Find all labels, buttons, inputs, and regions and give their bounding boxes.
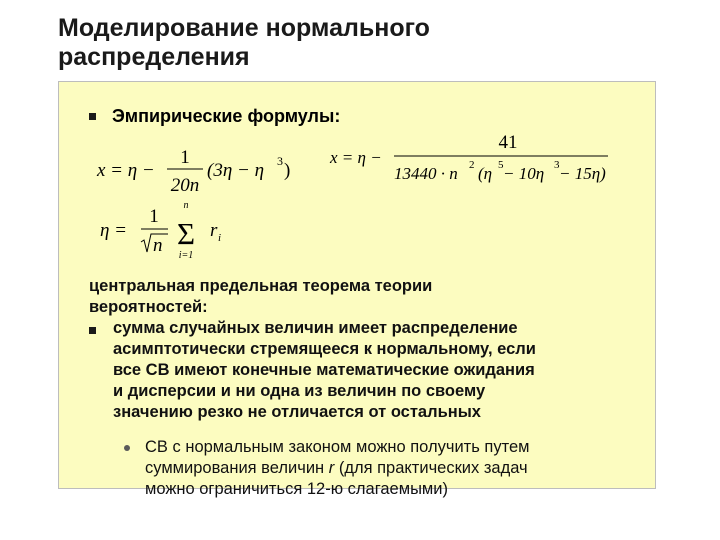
formulas-heading: Эмпирические формулы: — [112, 106, 341, 126]
formula-1-denominator: 20n — [170, 175, 200, 196]
title-line-1: Моделирование нормального — [58, 14, 430, 42]
formula-2-numerator: 41 — [498, 132, 518, 153]
sub-bullet-paragraph — [145, 437, 530, 500]
formula-3 — [96, 198, 246, 262]
formula-3-numerator: 1 — [149, 206, 159, 227]
theorem-paragraph — [89, 276, 432, 318]
formula-2-denominator: 13440 · n — [394, 164, 458, 183]
formula-1-exponent: 3 — [277, 154, 283, 168]
formula-2-body-b: − 10η — [503, 164, 545, 183]
bullet-line: и дисперсии и ни одна из величин по своему — [113, 382, 486, 400]
formula-2-lhs: x = η − — [330, 148, 382, 167]
bullet-line: все СВ имеют конечные математические ожидания — [113, 361, 535, 379]
formula-3-sum-lower: i=1 — [178, 250, 194, 261]
formula-2-exp3: 3 — [554, 159, 560, 171]
bullet-paragraph — [113, 318, 536, 423]
bullet-line: значению резко не отличается от остальных — [113, 403, 481, 421]
sub-bullet-variable: r — [328, 459, 335, 477]
sub-bullet-line: можно ограничиться 12-ю слагаемыми) — [145, 480, 448, 498]
sub-bullet-text: суммирования величин — [145, 459, 329, 477]
formula-3-sum-upper: n — [183, 200, 189, 211]
theorem-line: центральная предельная теорема теории — [89, 277, 433, 295]
slide-title — [58, 14, 698, 72]
sub-bullet-text: (для практических задач — [334, 459, 528, 477]
square-bullet-icon — [89, 327, 96, 334]
square-bullet-icon — [89, 113, 96, 120]
formula-2-exp5: 5 — [498, 159, 504, 171]
formula-2-den-exponent: 2 — [469, 159, 475, 171]
formula-1-numerator: 1 — [180, 147, 190, 168]
formula-2 — [326, 130, 626, 190]
formula-3-lhs: η = — [100, 220, 127, 241]
bullet-line: асимптотически стремящееся к нормальному, если — [113, 340, 536, 358]
formula-1-close: ) — [284, 160, 291, 181]
formula-1 — [93, 140, 308, 200]
sub-bullet-line — [145, 458, 530, 479]
formula-3-term: r — [210, 220, 218, 241]
title-line-2: распределения — [58, 43, 250, 71]
formula-1-body: (3η − η — [207, 160, 264, 181]
sub-bullet-line: СВ с нормальным законом можно получить путем — [145, 438, 530, 456]
formula-1-lhs: x = η − — [97, 160, 155, 181]
formula-3-denominator: n — [153, 235, 163, 256]
summation-icon: Σ — [176, 216, 196, 251]
formula-2-body-a: (η — [478, 164, 493, 183]
round-bullet-icon — [124, 445, 130, 451]
formula-2-body-c: − 15η) — [559, 164, 606, 183]
theorem-line: вероятностей: — [89, 298, 208, 316]
formula-3-term-sub: i — [218, 232, 222, 244]
bullet-line: сумма случайных величин имеет распределение — [113, 319, 518, 337]
